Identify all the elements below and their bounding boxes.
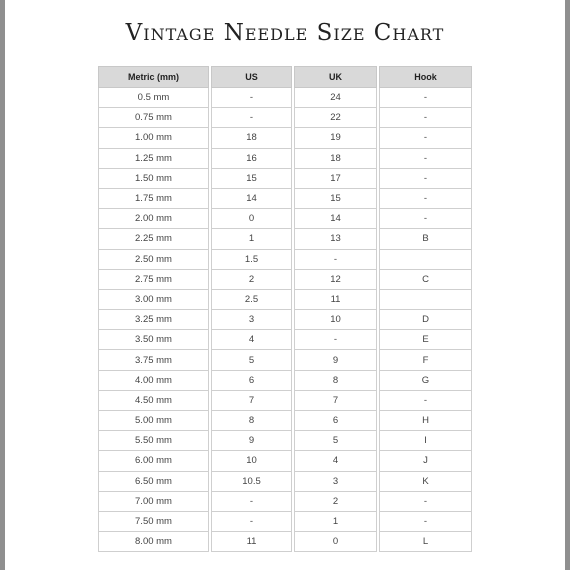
header-hook: Hook xyxy=(380,67,472,88)
table-row xyxy=(99,88,472,108)
cell-uk: 24 xyxy=(295,88,377,108)
table-row xyxy=(99,532,472,552)
cell-us: 16 xyxy=(212,148,292,168)
cell-us: 7 xyxy=(212,390,292,410)
cell-hook: - xyxy=(380,209,472,229)
cell-metric: 2.75 mm xyxy=(99,269,209,289)
cell-metric: 2.00 mm xyxy=(99,209,209,229)
cell-us: 2 xyxy=(212,269,292,289)
cell-hook: G xyxy=(380,370,472,390)
table-row xyxy=(99,148,472,168)
cell-hook: L xyxy=(380,532,472,552)
cell-metric: 0.75 mm xyxy=(99,108,209,128)
table-row xyxy=(99,471,472,491)
table-row xyxy=(99,249,472,269)
cell-us: 1 xyxy=(212,229,292,249)
cell-metric: 1.00 mm xyxy=(99,128,209,148)
cell-metric: 3.00 mm xyxy=(99,289,209,309)
header-metric: Metric (mm) xyxy=(99,67,209,88)
cell-metric: 0.5 mm xyxy=(99,88,209,108)
cell-metric: 6.00 mm xyxy=(99,451,209,471)
cell-metric: 1.50 mm xyxy=(99,168,209,188)
table-row xyxy=(99,289,472,309)
cell-hook: - xyxy=(380,511,472,531)
cell-us: - xyxy=(212,108,292,128)
cell-us: 15 xyxy=(212,168,292,188)
cell-metric: 3.25 mm xyxy=(99,310,209,330)
header-us: US xyxy=(212,67,292,88)
cell-us: 10.5 xyxy=(212,471,292,491)
cell-uk: 13 xyxy=(295,229,377,249)
cell-hook: I xyxy=(380,431,472,451)
cell-uk: 1 xyxy=(295,511,377,531)
cell-hook: E xyxy=(380,330,472,350)
cell-uk: 22 xyxy=(295,108,377,128)
cell-us: - xyxy=(212,491,292,511)
cell-uk: 18 xyxy=(295,148,377,168)
cell-hook: K xyxy=(380,471,472,491)
cell-metric: 8.00 mm xyxy=(99,532,209,552)
cell-hook: D xyxy=(380,310,472,330)
cell-metric: 3.75 mm xyxy=(99,350,209,370)
table-row xyxy=(99,350,472,370)
cell-uk: - xyxy=(295,330,377,350)
cell-uk: 8 xyxy=(295,370,377,390)
cell-us: 8 xyxy=(212,411,292,431)
cell-us: 18 xyxy=(212,128,292,148)
needle-size-table xyxy=(98,66,472,552)
cell-hook: F xyxy=(380,350,472,370)
table-row xyxy=(99,188,472,208)
cell-uk: - xyxy=(295,249,377,269)
cell-uk: 17 xyxy=(295,168,377,188)
cell-metric: 7.00 mm xyxy=(99,491,209,511)
cell-hook: - xyxy=(380,148,472,168)
cell-us: 6 xyxy=(212,370,292,390)
cell-us: - xyxy=(212,511,292,531)
table-header-row xyxy=(99,67,472,88)
cell-uk: 9 xyxy=(295,350,377,370)
cell-hook: - xyxy=(380,108,472,128)
cell-hook: - xyxy=(380,168,472,188)
table-row xyxy=(99,370,472,390)
table-row xyxy=(99,330,472,350)
table-row xyxy=(99,128,472,148)
table-row xyxy=(99,491,472,511)
cell-hook: - xyxy=(380,88,472,108)
table-row xyxy=(99,431,472,451)
cell-us: 4 xyxy=(212,330,292,350)
cell-us: 5 xyxy=(212,350,292,370)
header-uk: UK xyxy=(295,67,377,88)
cell-metric: 6.50 mm xyxy=(99,471,209,491)
cell-uk: 14 xyxy=(295,209,377,229)
table-row xyxy=(99,390,472,410)
cell-metric: 2.50 mm xyxy=(99,249,209,269)
cell-hook: J xyxy=(380,451,472,471)
cell-us: 9 xyxy=(212,431,292,451)
cell-uk: 12 xyxy=(295,269,377,289)
cell-us: - xyxy=(212,88,292,108)
table-row xyxy=(99,209,472,229)
cell-uk: 11 xyxy=(295,289,377,309)
cell-hook: - xyxy=(380,390,472,410)
cell-uk: 7 xyxy=(295,390,377,410)
table-row xyxy=(99,451,472,471)
cell-hook: C xyxy=(380,269,472,289)
cell-metric: 5.00 mm xyxy=(99,411,209,431)
table-row xyxy=(99,229,472,249)
cell-us: 11 xyxy=(212,532,292,552)
table-body xyxy=(99,88,472,552)
table-row xyxy=(99,411,472,431)
cell-hook xyxy=(380,289,472,309)
table-row xyxy=(99,168,472,188)
cell-hook xyxy=(380,249,472,269)
right-border xyxy=(565,0,570,570)
cell-metric: 2.25 mm xyxy=(99,229,209,249)
cell-metric: 4.50 mm xyxy=(99,390,209,410)
cell-hook: - xyxy=(380,128,472,148)
table-row xyxy=(99,269,472,289)
cell-us: 14 xyxy=(212,188,292,208)
chart-title: Vintage Needle Size Chart xyxy=(125,20,445,46)
table-row xyxy=(99,108,472,128)
cell-metric: 1.25 mm xyxy=(99,148,209,168)
cell-metric: 4.00 mm xyxy=(99,370,209,390)
cell-us: 0 xyxy=(212,209,292,229)
cell-metric: 7.50 mm xyxy=(99,511,209,531)
cell-uk: 10 xyxy=(295,310,377,330)
cell-uk: 3 xyxy=(295,471,377,491)
cell-metric: 3.50 mm xyxy=(99,330,209,350)
cell-metric: 1.75 mm xyxy=(99,188,209,208)
cell-uk: 19 xyxy=(295,128,377,148)
cell-us: 3 xyxy=(212,310,292,330)
cell-us: 1.5 xyxy=(212,249,292,269)
cell-uk: 6 xyxy=(295,411,377,431)
cell-uk: 5 xyxy=(295,431,377,451)
left-border xyxy=(0,0,5,570)
cell-hook: B xyxy=(380,229,472,249)
cell-metric: 5.50 mm xyxy=(99,431,209,451)
cell-uk: 2 xyxy=(295,491,377,511)
cell-uk: 0 xyxy=(295,532,377,552)
cell-hook: - xyxy=(380,188,472,208)
cell-hook: H xyxy=(380,411,472,431)
cell-us: 10 xyxy=(212,451,292,471)
table-row xyxy=(99,310,472,330)
table-row xyxy=(99,511,472,531)
cell-us: 2.5 xyxy=(212,289,292,309)
cell-uk: 4 xyxy=(295,451,377,471)
cell-uk: 15 xyxy=(295,188,377,208)
cell-hook: - xyxy=(380,491,472,511)
